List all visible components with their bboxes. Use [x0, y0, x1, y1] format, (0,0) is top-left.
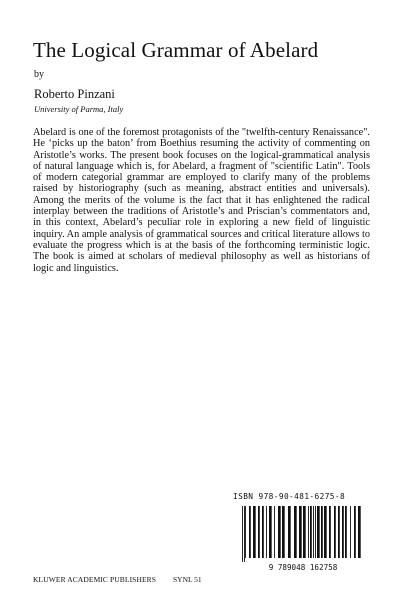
barcode-bar [342, 506, 344, 558]
barcode-bar [249, 506, 251, 558]
isbn-label: ISBN 978-90-481-6275-8 [233, 492, 346, 501]
by-line: by [34, 69, 44, 80]
isbn-barcode [236, 504, 371, 572]
barcode-bar [274, 506, 275, 558]
barcode-bar [294, 506, 297, 558]
barcode-bar [313, 506, 314, 558]
barcode-bar [308, 506, 309, 558]
barcode-bar [354, 506, 356, 558]
barcode-bar [262, 506, 264, 558]
publisher-name: KLUWER ACADEMIC PUBLISHERS [33, 575, 157, 584]
series-code: SYNL 51 [173, 575, 202, 584]
author-affiliation: University of Parma, Italy [34, 104, 124, 114]
barcode-bar [334, 506, 336, 558]
barcode-bar [321, 506, 323, 558]
barcode-bar [324, 506, 327, 558]
barcode-bar [258, 506, 260, 558]
barcode-digits: 9 789048 162758 [268, 563, 338, 572]
barcode-bar [350, 506, 351, 558]
barcode-bar [282, 506, 285, 558]
barcode-bar [358, 506, 361, 558]
barcode-bar [345, 506, 347, 558]
barcode-bar [315, 506, 316, 558]
barcode-bar [245, 506, 246, 558]
barcode-bar [242, 506, 243, 562]
barcode-bar [253, 506, 256, 558]
barcode-bar [244, 506, 245, 562]
book-abstract: Abelard is one of the foremost protagonists of the "twelfth-century Renaissance". He ‘picks up the baton’ from Boethius resuming the activity of commenting on Aristotle’s works. The present book focuses on the logical-grammatical analysis of natural language which is, for Abelard, a fragment of "scientific Latin". Tools of modern categorial grammar are employed to clarify many of the problems raised by historiography (such as meaning, abstract entities and universals). Among the merits of the volume is the fact that it has enlightened the radical interplay between the traditions of Aristotle’s and Priscian’s commentators and, in this context, Abelard’s peculiar role in exploring a new field of linguistic inquiry. An ample analysis of grammatical sources and critical literature allows to evaluate the progress which is at the basis of the forthcoming terministic logic. The book is aimed at scholars of medieval philosophy as well as historians of logic and linguistics. [33, 127, 370, 274]
barcode-bar [299, 506, 302, 558]
barcode-bar [269, 506, 272, 558]
barcode-bar [278, 506, 281, 558]
barcode-bar [310, 506, 312, 558]
barcode-bar [338, 506, 340, 558]
barcode-bar [266, 506, 267, 558]
book-title: The Logical Grammar of Abelard [33, 38, 319, 62]
barcode-bar [303, 506, 306, 558]
author-name: Roberto Pinzani [34, 87, 115, 101]
barcode-bar [317, 506, 320, 558]
barcode-bar [329, 506, 331, 558]
barcode-bar [288, 506, 291, 558]
